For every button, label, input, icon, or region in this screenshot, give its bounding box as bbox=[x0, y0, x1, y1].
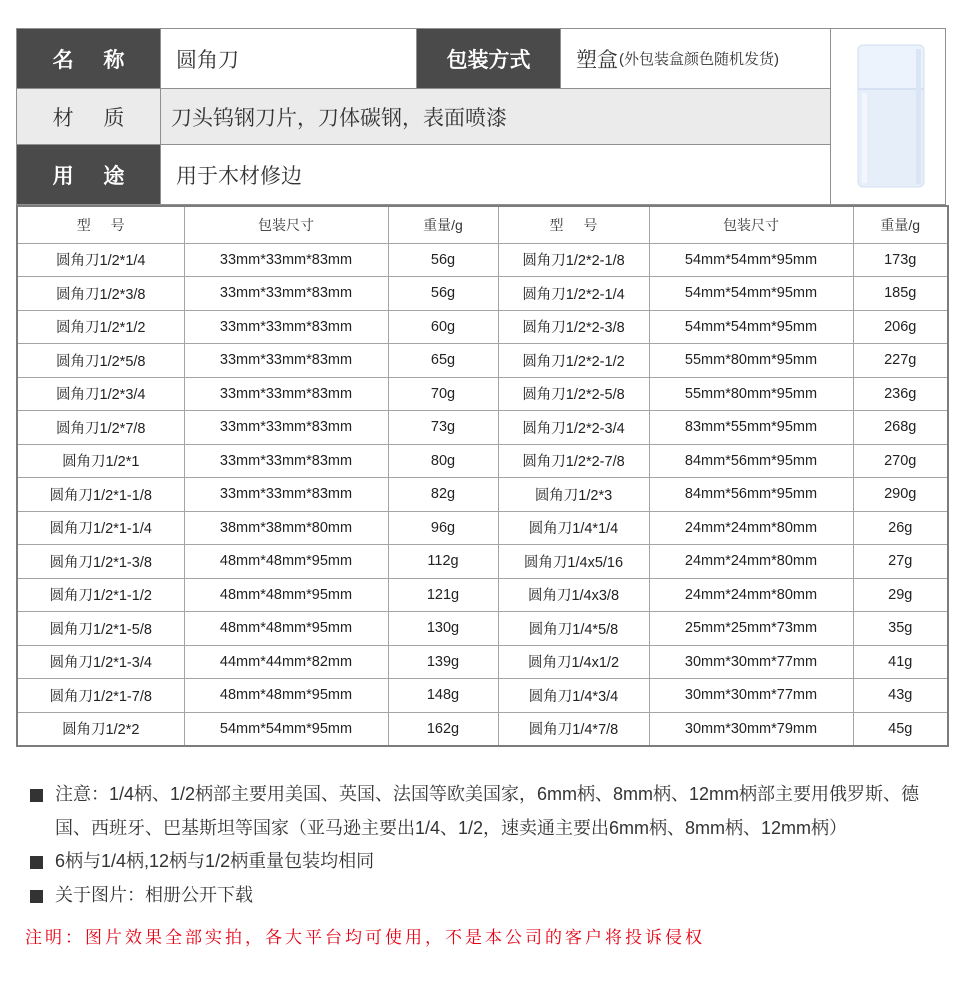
name-label: 名 称 bbox=[17, 29, 160, 88]
weight-cell: 130g bbox=[388, 612, 498, 646]
package-value: 塑盒 bbox=[576, 48, 618, 72]
product-photo-cell bbox=[831, 29, 945, 204]
package-size-cell: 33mm*33mm*83mm bbox=[184, 411, 388, 445]
note-item bbox=[28, 778, 943, 845]
package-size-cell: 44mm*44mm*82mm bbox=[184, 645, 388, 679]
model-cell: 圆角刀1/2*2-7/8 bbox=[498, 444, 649, 478]
table-header-row bbox=[17, 206, 948, 243]
usage-label: 用 途 bbox=[17, 145, 160, 204]
model-cell: 圆角刀1/2*1-3/8 bbox=[17, 545, 184, 579]
model-cell: 圆角刀1/2*1-1/4 bbox=[17, 511, 184, 545]
square-bullet-icon bbox=[30, 789, 43, 802]
note-item bbox=[28, 845, 943, 879]
model-cell: 圆角刀1/2*1-7/8 bbox=[17, 679, 184, 713]
model-cell: 圆角刀1/2*1/4 bbox=[17, 243, 184, 277]
model-cell: 圆角刀1/2*2-5/8 bbox=[498, 377, 649, 411]
weight-cell: 80g bbox=[388, 444, 498, 478]
column-header-model: 型 号 bbox=[17, 206, 184, 243]
table-row bbox=[17, 511, 948, 545]
model-cell: 圆角刀1/4x1/2 bbox=[498, 645, 649, 679]
note-text: 6柄与1/4柄,12柄与1/2柄重量包装均相同 bbox=[55, 851, 375, 871]
weight-cell: 70g bbox=[388, 377, 498, 411]
note-item bbox=[28, 879, 943, 913]
model-cell: 圆角刀1/2*2 bbox=[17, 712, 184, 746]
square-bullet-icon bbox=[30, 856, 43, 869]
table-row bbox=[17, 545, 948, 579]
package-size-cell: 33mm*33mm*83mm bbox=[184, 277, 388, 311]
weight-cell: 162g bbox=[388, 712, 498, 746]
model-cell: 圆角刀1/2*1/2 bbox=[17, 310, 184, 344]
table-row bbox=[17, 411, 948, 445]
weight-cell: 45g bbox=[853, 712, 948, 746]
column-header-package-size: 包装尺寸 bbox=[184, 206, 388, 243]
package-size-cell: 24mm*24mm*80mm bbox=[649, 578, 853, 612]
package-value-cell bbox=[561, 29, 830, 88]
package-note: (外包装盒颜色随机发货) bbox=[619, 51, 779, 68]
table-row bbox=[17, 712, 948, 746]
weight-cell: 65g bbox=[388, 344, 498, 378]
spec-table-body bbox=[17, 243, 948, 746]
package-size-cell: 55mm*80mm*95mm bbox=[649, 377, 853, 411]
model-cell: 圆角刀1/2*3/8 bbox=[17, 277, 184, 311]
note-text: 注意：1/4柄、1/2柄部主要用美国、英国、法国等欧美国家，6mm柄、8mm柄、12mm柄部主要用俄罗斯、德国、西班牙、巴基斯坦等国家（亚马逊主要出1/4、1/2，速卖通主要出6mm柄、8mm柄、12mm柄） bbox=[55, 784, 920, 838]
weight-cell: 56g bbox=[388, 243, 498, 277]
weight-cell: 35g bbox=[853, 612, 948, 646]
package-size-cell: 33mm*33mm*83mm bbox=[184, 444, 388, 478]
table-row bbox=[17, 377, 948, 411]
copyright-disclaimer: 注明：图片效果全部实拍，各大平台均可使用，不是本公司的客户将投诉侵权 bbox=[25, 928, 705, 947]
weight-cell: 60g bbox=[388, 310, 498, 344]
column-header-model: 型 号 bbox=[498, 206, 649, 243]
package-size-cell: 24mm*24mm*80mm bbox=[649, 545, 853, 579]
weight-cell: 43g bbox=[853, 679, 948, 713]
package-size-cell: 33mm*33mm*83mm bbox=[184, 478, 388, 512]
notes-list bbox=[28, 778, 943, 912]
model-cell: 圆角刀1/2*5/8 bbox=[17, 344, 184, 378]
weight-cell: 268g bbox=[853, 411, 948, 445]
table-row bbox=[17, 444, 948, 478]
package-size-cell: 30mm*30mm*77mm bbox=[649, 645, 853, 679]
model-cell: 圆角刀1/2*1-1/8 bbox=[17, 478, 184, 512]
package-size-cell: 54mm*54mm*95mm bbox=[649, 277, 853, 311]
weight-cell: 96g bbox=[388, 511, 498, 545]
material-label: 材 质 bbox=[17, 89, 160, 144]
package-size-cell: 54mm*54mm*95mm bbox=[649, 310, 853, 344]
table-row bbox=[17, 243, 948, 277]
model-cell: 圆角刀1/4*1/4 bbox=[498, 511, 649, 545]
package-size-cell: 48mm*48mm*95mm bbox=[184, 612, 388, 646]
weight-cell: 29g bbox=[853, 578, 948, 612]
name-value: 圆角刀 bbox=[161, 29, 416, 88]
model-cell: 圆角刀1/4*7/8 bbox=[498, 712, 649, 746]
package-size-cell: 24mm*24mm*80mm bbox=[649, 511, 853, 545]
table-header bbox=[17, 206, 948, 243]
weight-cell: 56g bbox=[388, 277, 498, 311]
package-size-cell: 48mm*48mm*95mm bbox=[184, 679, 388, 713]
table-row bbox=[17, 612, 948, 646]
table-row bbox=[17, 645, 948, 679]
package-size-cell: 33mm*33mm*83mm bbox=[184, 344, 388, 378]
package-size-cell: 84mm*56mm*95mm bbox=[649, 478, 853, 512]
size-weight-table bbox=[16, 205, 949, 747]
model-cell: 圆角刀1/2*7/8 bbox=[17, 411, 184, 445]
weight-cell: 121g bbox=[388, 578, 498, 612]
model-cell: 圆角刀1/2*2-3/4 bbox=[498, 411, 649, 445]
package-size-cell: 33mm*33mm*83mm bbox=[184, 377, 388, 411]
model-cell: 圆角刀1/4x3/8 bbox=[498, 578, 649, 612]
weight-cell: 185g bbox=[853, 277, 948, 311]
weight-cell: 139g bbox=[388, 645, 498, 679]
package-size-cell: 54mm*54mm*95mm bbox=[649, 243, 853, 277]
model-cell: 圆角刀1/2*1-3/4 bbox=[17, 645, 184, 679]
note-text: 关于图片：相册公开下载 bbox=[55, 884, 253, 905]
model-cell: 圆角刀1/2*1-5/8 bbox=[17, 612, 184, 646]
model-cell: 圆角刀1/4*5/8 bbox=[498, 612, 649, 646]
model-cell: 圆角刀1/4x5/16 bbox=[498, 545, 649, 579]
table-row bbox=[17, 277, 948, 311]
model-cell: 圆角刀1/2*2-1/2 bbox=[498, 344, 649, 378]
model-cell: 圆角刀1/2*1-1/2 bbox=[17, 578, 184, 612]
model-cell: 圆角刀1/2*2-3/8 bbox=[498, 310, 649, 344]
model-cell: 圆角刀1/2*3 bbox=[498, 478, 649, 512]
weight-cell: 206g bbox=[853, 310, 948, 344]
package-size-cell: 38mm*38mm*80mm bbox=[184, 511, 388, 545]
weight-cell: 41g bbox=[853, 645, 948, 679]
table-row bbox=[17, 344, 948, 378]
package-size-cell: 83mm*55mm*95mm bbox=[649, 411, 853, 445]
package-label: 包装方式 bbox=[417, 29, 560, 88]
table-row bbox=[17, 679, 948, 713]
package-size-cell: 30mm*30mm*79mm bbox=[649, 712, 853, 746]
plastic-box-image bbox=[831, 29, 945, 204]
weight-cell: 227g bbox=[853, 344, 948, 378]
package-size-cell: 30mm*30mm*77mm bbox=[649, 679, 853, 713]
model-cell: 圆角刀1/2*1 bbox=[17, 444, 184, 478]
package-size-cell: 55mm*80mm*95mm bbox=[649, 344, 853, 378]
model-cell: 圆角刀1/2*2-1/4 bbox=[498, 277, 649, 311]
model-cell: 圆角刀1/2*3/4 bbox=[17, 377, 184, 411]
package-size-cell: 84mm*56mm*95mm bbox=[649, 444, 853, 478]
model-cell: 圆角刀1/2*2-1/8 bbox=[498, 243, 649, 277]
column-header-weight: 重量/g bbox=[388, 206, 498, 243]
usage-value: 用于木材修边 bbox=[161, 145, 830, 204]
package-size-cell: 33mm*33mm*83mm bbox=[184, 310, 388, 344]
package-size-cell: 25mm*25mm*73mm bbox=[649, 612, 853, 646]
column-header-weight: 重量/g bbox=[853, 206, 948, 243]
material-value: 刀头钨钢刀片，刀体碳钢，表面喷漆 bbox=[161, 89, 830, 144]
weight-cell: 27g bbox=[853, 545, 948, 579]
table-row bbox=[17, 578, 948, 612]
weight-cell: 73g bbox=[388, 411, 498, 445]
weight-cell: 173g bbox=[853, 243, 948, 277]
weight-cell: 112g bbox=[388, 545, 498, 579]
weight-cell: 82g bbox=[388, 478, 498, 512]
package-size-cell: 48mm*48mm*95mm bbox=[184, 578, 388, 612]
package-size-cell: 48mm*48mm*95mm bbox=[184, 545, 388, 579]
weight-cell: 148g bbox=[388, 679, 498, 713]
table-row bbox=[17, 310, 948, 344]
model-cell: 圆角刀1/4*3/4 bbox=[498, 679, 649, 713]
weight-cell: 236g bbox=[853, 377, 948, 411]
weight-cell: 270g bbox=[853, 444, 948, 478]
package-size-cell: 54mm*54mm*95mm bbox=[184, 712, 388, 746]
product-spec-header bbox=[16, 28, 946, 205]
weight-cell: 290g bbox=[853, 478, 948, 512]
column-header-package-size: 包装尺寸 bbox=[649, 206, 853, 243]
square-bullet-icon bbox=[30, 890, 43, 903]
table-row bbox=[17, 478, 948, 512]
weight-cell: 26g bbox=[853, 511, 948, 545]
package-size-cell: 33mm*33mm*83mm bbox=[184, 243, 388, 277]
